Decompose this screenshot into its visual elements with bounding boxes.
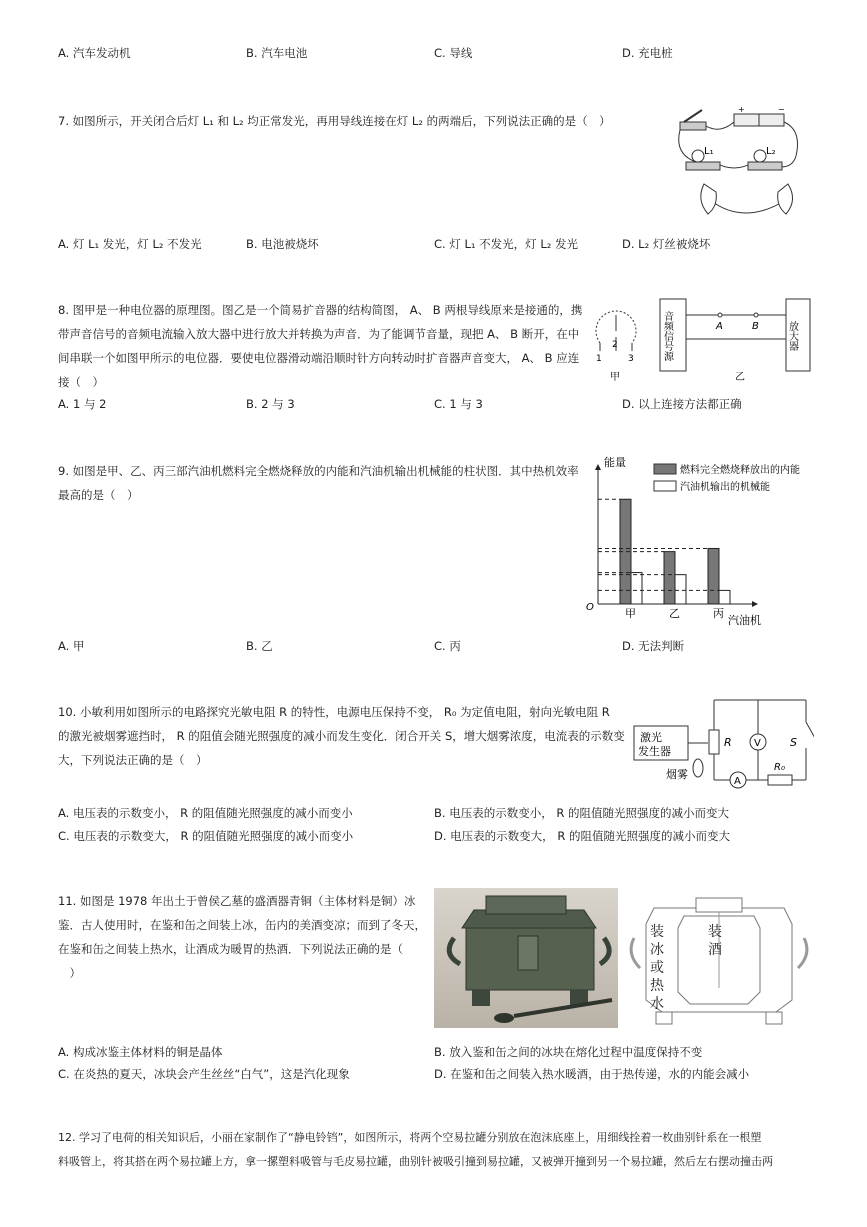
- q12-stem-line: 料吸管上，将其搭在两个易拉罐上方，拿一摞塑料吸管与毛皮易拉罐，曲别针被吸引撞到易拉罐，又被弹开撞到另一个易拉罐，然后左右摆动撞击两: [58, 1155, 773, 1168]
- q6-option-c: C. 导线: [434, 46, 473, 60]
- q11-option-a: A. 构成冰鉴主体材料的铜是晶体: [58, 1045, 223, 1059]
- terminal-b-label: B: [752, 321, 759, 332]
- q10-option-c: C. 电压表的示数变大， R 的阻值随光照强度的减小而变小: [58, 829, 354, 843]
- q9-stem-line: 9. 如图是甲、乙、丙三部汽油机燃料完全燃烧释放的内能和汽油机输出机械能的柱状图．其中热机效率: [58, 464, 579, 478]
- bronze-jian-photo: [434, 888, 618, 1028]
- q8-stem-line: 8. 图甲是一种电位器的原理图。图乙是一个简易扩音器的结构简图， A、 B 两根导线原来是接通的，携: [58, 303, 583, 317]
- q8-stem: [58, 298, 582, 394]
- q11-option-c: C. 在炎热的夏天，冰块会产生丝丝“白气”，这是汽化现象: [58, 1067, 350, 1081]
- ammeter-label: A: [734, 776, 741, 787]
- chart-x-arrow: [752, 601, 758, 607]
- q8-option-c: C. 1 与 3: [434, 397, 483, 411]
- q6-option-a: A. 汽车发动机: [58, 46, 131, 60]
- r-label: R: [724, 736, 732, 749]
- chart-y-axis-label: 能量: [604, 456, 626, 469]
- jian-label-ice-1: 装: [650, 924, 664, 940]
- q6-option-d: D. 充电桩: [622, 46, 673, 60]
- q9-option-b: B. 乙: [246, 639, 273, 653]
- audio-source-label: 音频信号源: [661, 311, 673, 361]
- q7-circuit-figure: [674, 104, 812, 228]
- q11-stem-line: 在鉴和缶之间装上热水，让酒成为暖胃的热酒．下列说法正确的是（: [58, 942, 403, 956]
- q7-option-b: B. 电池被烧坏: [246, 237, 319, 251]
- q10-stem-line: 10. 小敏利用如图所示的电路探究光敏电阻 R 的特性，电源电压保持不变， R₀ 为定值电阻，射向光敏电阻 R: [58, 705, 610, 719]
- q8-figure: [590, 295, 812, 390]
- chart-x-axis-label: 汽油机: [728, 614, 761, 627]
- q12-stem-line: 12. 学习了电荷的相关知识后，小丽在家制作了“静电铃铛”，如图所示，将两个空易拉罐分别放在泡沫底座上，用细线拴着一枚曲别针系在一根塑: [58, 1131, 762, 1144]
- q11-stem-line: 鉴．古人使用时，在鉴和缶之间装上冰，缶内的美酒变凉；而到了冬天，: [58, 918, 426, 932]
- bar-乙-heat: [664, 552, 675, 604]
- legend-label-heat: 燃料完全燃烧释放出的内能: [680, 465, 800, 476]
- q9-option-a: A. 甲: [58, 639, 85, 653]
- chart-y-arrow: [595, 464, 601, 470]
- legend-swatch-work: [654, 481, 676, 491]
- q9-option-c: C. 丙: [434, 639, 461, 653]
- jian-label-ice-2: 冰: [650, 942, 664, 958]
- lamp-l1-label: L₁: [704, 146, 714, 157]
- jian-label-ice-4: 热: [650, 978, 664, 994]
- q11-stem-line: 11. 如图是 1978 年出土于曾侯乙墓的盛酒器青铜（主体材料是铜）冰: [58, 894, 416, 908]
- r0-label: R₀: [774, 762, 785, 773]
- q8-stem-line: 间串联一个如图甲所示的电位器．要使电位器滑动端沿顺时针方向转动时扩音器声音变大， A、 B 应连: [58, 351, 580, 365]
- q11-option-d: D. 在鉴和缶之间装入热水暖酒，由于热传递，水的内能会减小: [434, 1067, 750, 1081]
- jian-label-ice-5: 水: [650, 996, 664, 1012]
- q11-stem-line: ）: [58, 966, 81, 980]
- pot-terminal-3: 3: [628, 354, 634, 364]
- tick-label-丙: 丙: [713, 607, 724, 620]
- bar-甲-work: [631, 573, 642, 604]
- q10-stem-line: 大，下列说法正确的是（ ）: [58, 753, 208, 767]
- q10-option-b: B. 电压表的示数变小， R 的阻值随光照强度的减小而变大: [434, 806, 729, 820]
- smoke-label: 烟雾: [666, 768, 688, 781]
- tick-label-甲: 甲: [625, 607, 636, 620]
- jian-cross-section-figure: [626, 888, 812, 1028]
- laser-label-line1: 激光: [640, 731, 662, 744]
- chart-origin-label: O: [586, 602, 594, 613]
- q9-bar-chart: [582, 452, 812, 630]
- bar-乙-work: [675, 575, 686, 604]
- jian-label-wine-2: 酒: [708, 942, 722, 958]
- tick-label-乙: 乙: [669, 607, 680, 620]
- q7-option-a: A. 灯 L₁ 发光，灯 L₂ 不发光: [58, 237, 202, 251]
- q10-stem-line: 的激光被烟雾遮挡时， R 的阻值会随光照强度的减小而发生变化．闭合开关 S，增大烟雾浓度，电流表的示数变: [58, 729, 625, 743]
- q7-option-d: D. L₂ 灯丝被烧坏: [622, 237, 711, 251]
- caption-yi: 乙: [735, 372, 745, 383]
- amplifier-label: 放大器: [786, 321, 798, 351]
- q10-option-d: D. 电压表的示数变大， R 的阻值随光照强度的减小而变大: [434, 829, 730, 843]
- q9-stem-line: 最高的是（ ）: [58, 488, 139, 502]
- q7-stem: 7. 如图所示，开关闭合后灯 L₁ 和 L₂ 均正常发光，再用导线连接在灯 L₂ 的两端后，下列说法正确的是（ ）: [58, 114, 611, 128]
- switch-label: S: [790, 736, 797, 749]
- q8-option-a: A. 1 与 2: [58, 397, 107, 411]
- q9-stem: [58, 459, 579, 507]
- q8-stem-line: 接（ ）: [58, 375, 104, 389]
- legend-label-work: 汽油机输出的机械能: [680, 482, 770, 493]
- q10-circuit-figure: [630, 696, 814, 794]
- caption-jia: 甲: [610, 372, 620, 383]
- q7-option-c: C. 灯 L₁ 不发光，灯 L₂ 发光: [434, 237, 578, 251]
- bar-丙-heat: [708, 548, 719, 604]
- pot-terminal-2: 2: [612, 340, 618, 350]
- svg-text:+: +: [738, 105, 745, 114]
- lamp-l2-label: L₂: [766, 146, 776, 157]
- terminal-a-label: A: [716, 321, 723, 332]
- jian-label-wine-1: 装: [708, 924, 722, 940]
- legend-swatch-heat: [654, 464, 676, 474]
- q11-stem: [58, 889, 426, 985]
- q9-option-d: D. 无法判断: [622, 639, 685, 653]
- pot-terminal-1: 1: [596, 354, 602, 364]
- svg-text:−: −: [778, 105, 785, 114]
- q10-stem: [58, 700, 625, 772]
- jian-label-ice-3: 或: [650, 960, 664, 976]
- q10-option-a: A. 电压表的示数变小， R 的阻值随光照强度的减小而变小: [58, 806, 353, 820]
- q8-stem-line: 带声音信号的音频电流输入放大器中进行放大并转换为声音．为了能调节音量，现把 A、 B 断开，在中: [58, 327, 580, 341]
- bar-丙-work: [719, 590, 730, 604]
- q6-option-b: B. 汽车电池: [246, 46, 308, 60]
- q8-option-d: D. 以上连接方法都正确: [622, 397, 742, 411]
- q12-stem: [58, 1126, 818, 1174]
- laser-label-line2: 发生器: [638, 745, 671, 758]
- voltmeter-label: V: [754, 738, 761, 749]
- q8-option-b: B. 2 与 3: [246, 397, 295, 411]
- q11-option-b: B. 放入鉴和缶之间的冰块在熔化过程中温度保持不变: [434, 1045, 703, 1059]
